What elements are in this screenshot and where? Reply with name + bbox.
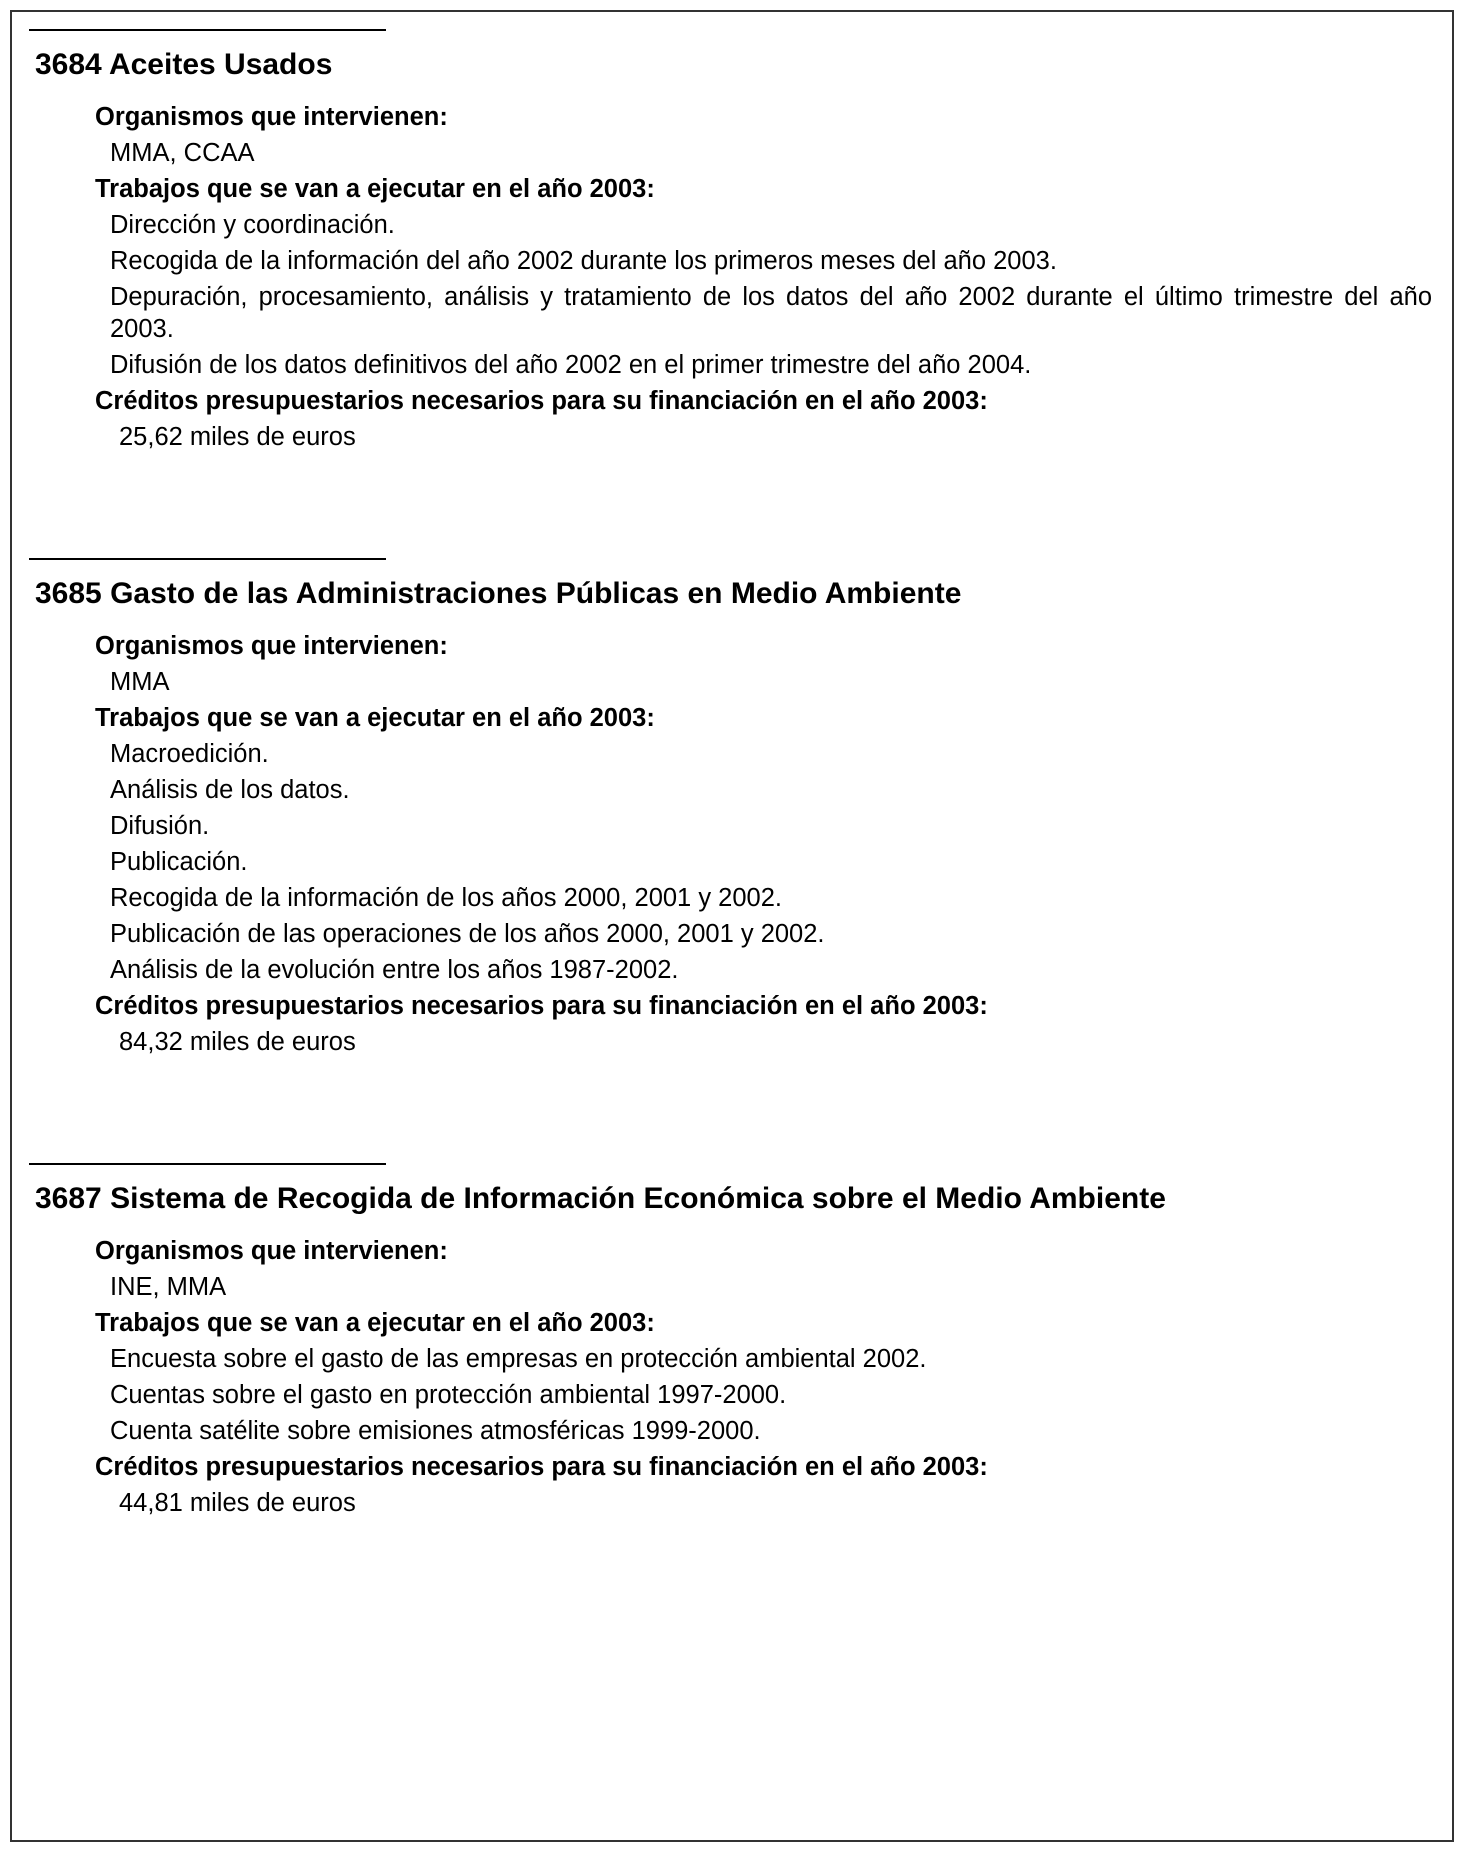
trabajo-item: Macroedición. <box>110 740 269 768</box>
creditos-label: Créditos presupuestarios necesarios para su financiación en el año 2003: <box>95 1453 988 1481</box>
creditos-value: 44,81 miles de euros <box>119 1489 356 1517</box>
creditos-value: 25,62 miles de euros <box>119 423 356 451</box>
trabajos-label: Trabajos que se van a ejecutar en el año 2003: <box>95 1309 655 1337</box>
organismos-value: MMA <box>110 668 170 696</box>
trabajo-item: Recogida de la información del año 2002 durante los primeros meses del año 2003. <box>110 247 1057 275</box>
trabajo-item: Publicación. <box>110 848 248 876</box>
organismos-value: INE, MMA <box>110 1273 227 1301</box>
trabajo-item: Cuentas sobre el gasto en protección ambiental 1997-2000. <box>110 1381 787 1409</box>
trabajo-item: Análisis de los datos. <box>110 776 350 804</box>
creditos-value: 84,32 miles de euros <box>119 1028 356 1056</box>
organismos-label: Organismos que intervienen: <box>95 632 448 660</box>
section-divider <box>29 1163 386 1165</box>
organismos-value: MMA, CCAA <box>110 139 255 167</box>
creditos-label: Créditos presupuestarios necesarios para su financiación en el año 2003: <box>95 992 988 1020</box>
section-divider <box>29 29 386 31</box>
trabajo-item: Difusión. <box>110 812 210 840</box>
trabajos-label: Trabajos que se van a ejecutar en el año 2003: <box>95 175 655 203</box>
trabajo-item: Análisis de la evolución entre los años 1987-2002. <box>110 956 679 984</box>
trabajo-item: Dirección y coordinación. <box>110 211 395 239</box>
trabajo-item: Depuración, procesamiento, análisis y tratamiento de los datos del año 2002 durante el último trimestre del año 2003. <box>110 283 1432 343</box>
section-title: 3685 Gasto de las Administraciones Públicas en Medio Ambiente <box>35 577 962 610</box>
section-title: 3687 Sistema de Recogida de Información Económica sobre el Medio Ambiente <box>35 1182 1166 1215</box>
trabajo-item: Recogida de la información de los años 2000, 2001 y 2002. <box>110 884 782 912</box>
trabajo-item: Cuenta satélite sobre emisiones atmosféricas 1999-2000. <box>110 1417 761 1445</box>
trabajo-item: Encuesta sobre el gasto de las empresas en protección ambiental 2002. <box>110 1345 927 1373</box>
trabajo-item: Difusión de los datos definitivos del año 2002 en el primer trimestre del año 2004. <box>110 351 1032 379</box>
creditos-label: Créditos presupuestarios necesarios para su financiación en el año 2003: <box>95 387 988 415</box>
section-divider <box>29 558 386 560</box>
trabajo-item: Publicación de las operaciones de los años 2000, 2001 y 2002. <box>110 920 825 948</box>
trabajos-label: Trabajos que se van a ejecutar en el año 2003: <box>95 704 655 732</box>
organismos-label: Organismos que intervienen: <box>95 1237 448 1265</box>
section-title: 3684 Aceites Usados <box>35 48 333 81</box>
organismos-label: Organismos que intervienen: <box>95 103 448 131</box>
